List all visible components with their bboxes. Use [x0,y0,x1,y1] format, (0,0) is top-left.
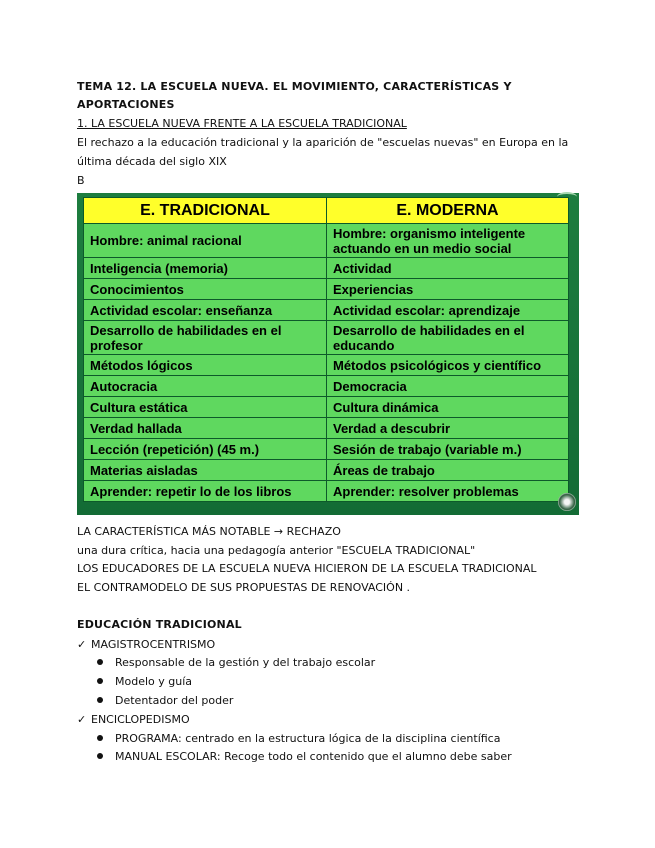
document-title-continued: APORTACIONES [77,98,175,111]
comparison-table [83,197,569,502]
table-row [84,418,569,439]
intro-line-1: El rechazo a la educación tradicional y la aparición de "escuelas nuevas" en Europa en la [77,136,569,149]
section-heading: 1. LA ESCUELA NUEVA FRENTE A LA ESCUELA TRADICIONAL [77,117,407,130]
bullet-icon [97,735,103,741]
list-item: Responsable de la gestión y del trabajo escolar [97,656,375,669]
table-row [84,258,569,279]
cell-tradicional: Métodos lógicos [84,355,327,376]
edu-trad-heading: EDUCACIÓN TRADICIONAL [77,618,242,631]
cell-moderna: Verdad a descubrir [327,418,569,439]
table-row [84,439,569,460]
enciclo-label: ENCICLOPEDISMO [91,713,190,726]
check-icon: ✓ [77,713,87,726]
cell-tradicional: Verdad hallada [84,418,327,439]
table-row [84,321,569,355]
after-line-1: LA CARACTERÍSTICA MÁS NOTABLE → RECHAZO [77,525,341,538]
header-tradicional: E. TRADICIONAL [84,198,327,224]
bullet-icon [97,678,103,684]
list-item: PROGRAMA: centrado en la estructura lógica de la disciplina científica [97,732,500,745]
bullet-icon [97,659,103,665]
bullet-icon [97,697,103,703]
table-row [84,481,569,502]
cell-tradicional: Aprender: repetir lo de los libros [84,481,327,502]
list-item: MANUAL ESCOLAR: Recoge todo el contenido que el alumno debe saber [97,750,512,763]
cell-tradicional: Hombre: animal racional [84,224,327,258]
cell-tradicional: Lección (repetición) (45 m.) [84,439,327,460]
cell-moderna: Aprender: resolver problemas [327,481,569,502]
table-row [84,355,569,376]
seal-icon [558,493,576,511]
intro-line-2: última década del siglo XIX [77,155,227,168]
table-row [84,279,569,300]
after-line-3: LOS EDUCADORES DE LA ESCUELA NUEVA HICIERON DE LA ESCUELA TRADICIONAL [77,562,537,575]
cell-moderna: Democracia [327,376,569,397]
list-item: Detentador del poder [97,694,233,707]
cell-moderna: Cultura dinámica [327,397,569,418]
document-title: TEMA 12. LA ESCUELA NUEVA. EL MOVIMIENTO, CARACTERÍSTICAS Y [77,80,512,93]
magistro-label: MAGISTROCENTRISMO [91,638,216,651]
cell-moderna: Actividad escolar: aprendizaje [327,300,569,321]
cell-moderna: Experiencias [327,279,569,300]
header-moderna: E. MODERNA [327,198,569,224]
intro-letter-b: B [77,174,85,187]
table-row [84,224,569,258]
table-row [84,397,569,418]
cell-moderna: Desarrollo de habilidades en el educando [327,321,569,355]
cell-moderna: Métodos psicológicos y científico [327,355,569,376]
cell-moderna: Actividad [327,258,569,279]
table-row [84,460,569,481]
cell-moderna: Sesión de trabajo (variable m.) [327,439,569,460]
cell-tradicional: Inteligencia (memoria) [84,258,327,279]
cell-moderna: Áreas de trabajo [327,460,569,481]
table-row [84,376,569,397]
cell-tradicional: Conocimientos [84,279,327,300]
bullet-icon [97,753,103,759]
cell-tradicional: Desarrollo de habilidades en el profesor [84,321,327,355]
cell-moderna: Hombre: organismo inteligente actuando en un medio social [327,224,569,258]
magistro-row [77,638,215,651]
check-icon: ✓ [77,638,87,651]
cell-tradicional: Materias aisladas [84,460,327,481]
enciclo-row [77,713,190,726]
after-line-4: EL CONTRAMODELO DE SUS PROPUESTAS DE RENOVACIÓN . [77,581,411,594]
table-row [84,300,569,321]
cell-tradicional: Cultura estática [84,397,327,418]
list-item: Modelo y guía [97,675,192,688]
after-line-2: una dura crítica, hacia una pedagogía anterior "ESCUELA TRADICIONAL" [77,544,476,557]
cell-tradicional: Actividad escolar: enseñanza [84,300,327,321]
cell-tradicional: Autocracia [84,376,327,397]
comparison-table-image [77,193,579,515]
table-header-row [84,198,569,224]
